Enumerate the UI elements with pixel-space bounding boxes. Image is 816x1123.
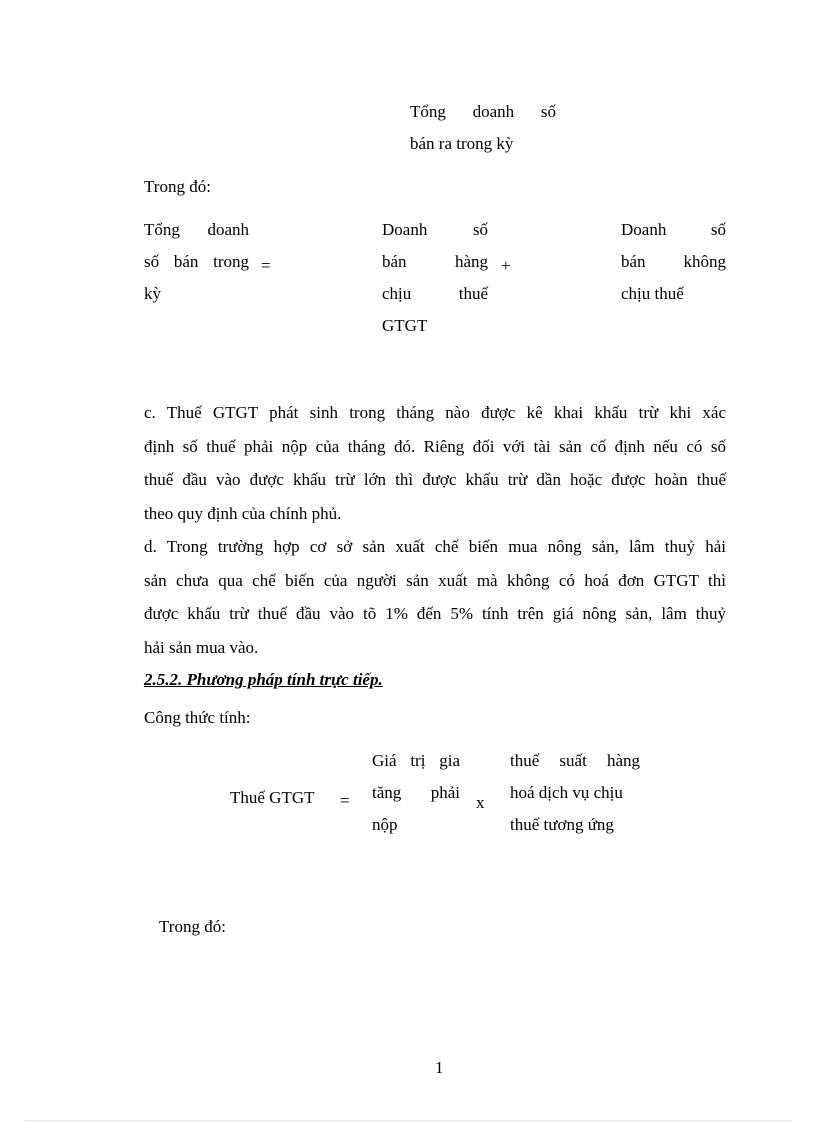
- formula2-left: Thuế GTGT: [230, 788, 315, 807]
- formula1-right-line-2: bán không: [621, 252, 726, 271]
- paragraph-d: [144, 530, 726, 664]
- formula1-mid-line-4: GTGT: [382, 316, 428, 335]
- formula1-mid-line-1: Doanh số: [382, 220, 488, 239]
- formula2-mid-line-3: nộp: [372, 815, 398, 834]
- paragraph-c-line: c. Thuế GTGT phát sinh trong tháng nào được kê khai khấu trừ khi xác: [144, 403, 726, 422]
- paragraph-c: [144, 396, 726, 530]
- formula1-right-line-1: Doanh số: [621, 220, 726, 239]
- paragraph-d-line: sản chưa qua chế biến của người sản xuất mà không có hoá đơn GTGT thì: [144, 570, 726, 590]
- formula1-right-line-3: chịu thuế: [621, 284, 684, 303]
- paragraph-d-line: hải sản mua vào.: [144, 637, 259, 657]
- formula1-left-line-3: kỳ: [144, 284, 161, 303]
- trong-do-label-1: Trong đó:: [144, 177, 211, 196]
- paragraph-d-line: d. Trong trường hợp cơ sở sản xuất chế biến mua nông sản, lâm thuỷ hải: [144, 537, 726, 556]
- formula2-mid-line-1: Giá trị gia: [372, 751, 460, 770]
- formula1-mid-line-3: chịu thuế: [382, 284, 488, 303]
- paragraph-d-line: được khấu trừ thuế đầu vào tõ 1% đến 5% tính trên giá nông sản, lâm thuỷ: [144, 604, 726, 623]
- top-fragment-line-2: bán ra trong kỳ: [410, 134, 514, 153]
- paragraph-c-line: định số thuế phải nộp của tháng đó. Riêng đối với tài sản cố định nếu có số: [144, 436, 726, 456]
- formula2-mid-line-2: tăng phải: [372, 783, 460, 802]
- formula1-mid-line-2: bán hàng: [382, 252, 488, 271]
- paragraph-c-line: theo quy định của chính phủ.: [144, 503, 342, 523]
- formula1-left-line-2: số bán trong: [144, 252, 249, 271]
- plus-sign: +: [501, 256, 511, 275]
- formula2-right-line-2: hoá dịch vụ chịu: [510, 783, 623, 802]
- trong-do-label-2: Trong đó:: [159, 917, 226, 936]
- formula2-right-line-1: thuế suất hàng: [510, 751, 640, 770]
- equals-sign-2: =: [340, 791, 350, 810]
- top-fragment-line-1: Tổng doanh số: [410, 102, 556, 121]
- formula1-left-line-1: Tổng doanh: [144, 220, 249, 239]
- equals-sign-1: =: [261, 256, 271, 275]
- section-heading: 2.5.2. Phương pháp tính trực tiếp.: [144, 670, 383, 689]
- multiply-sign: x: [476, 793, 485, 812]
- page-bottom-divider: [24, 1120, 792, 1121]
- formula2-right-line-3: thuế tương ứng: [510, 815, 614, 834]
- cong-thuc-label: Công thức tính:: [144, 708, 251, 727]
- paragraph-c-line: thuế đầu vào được khấu trừ lớn thì được khấu trừ dần hoặc được hoàn thuế: [144, 470, 726, 489]
- page-number: 1: [435, 1058, 444, 1077]
